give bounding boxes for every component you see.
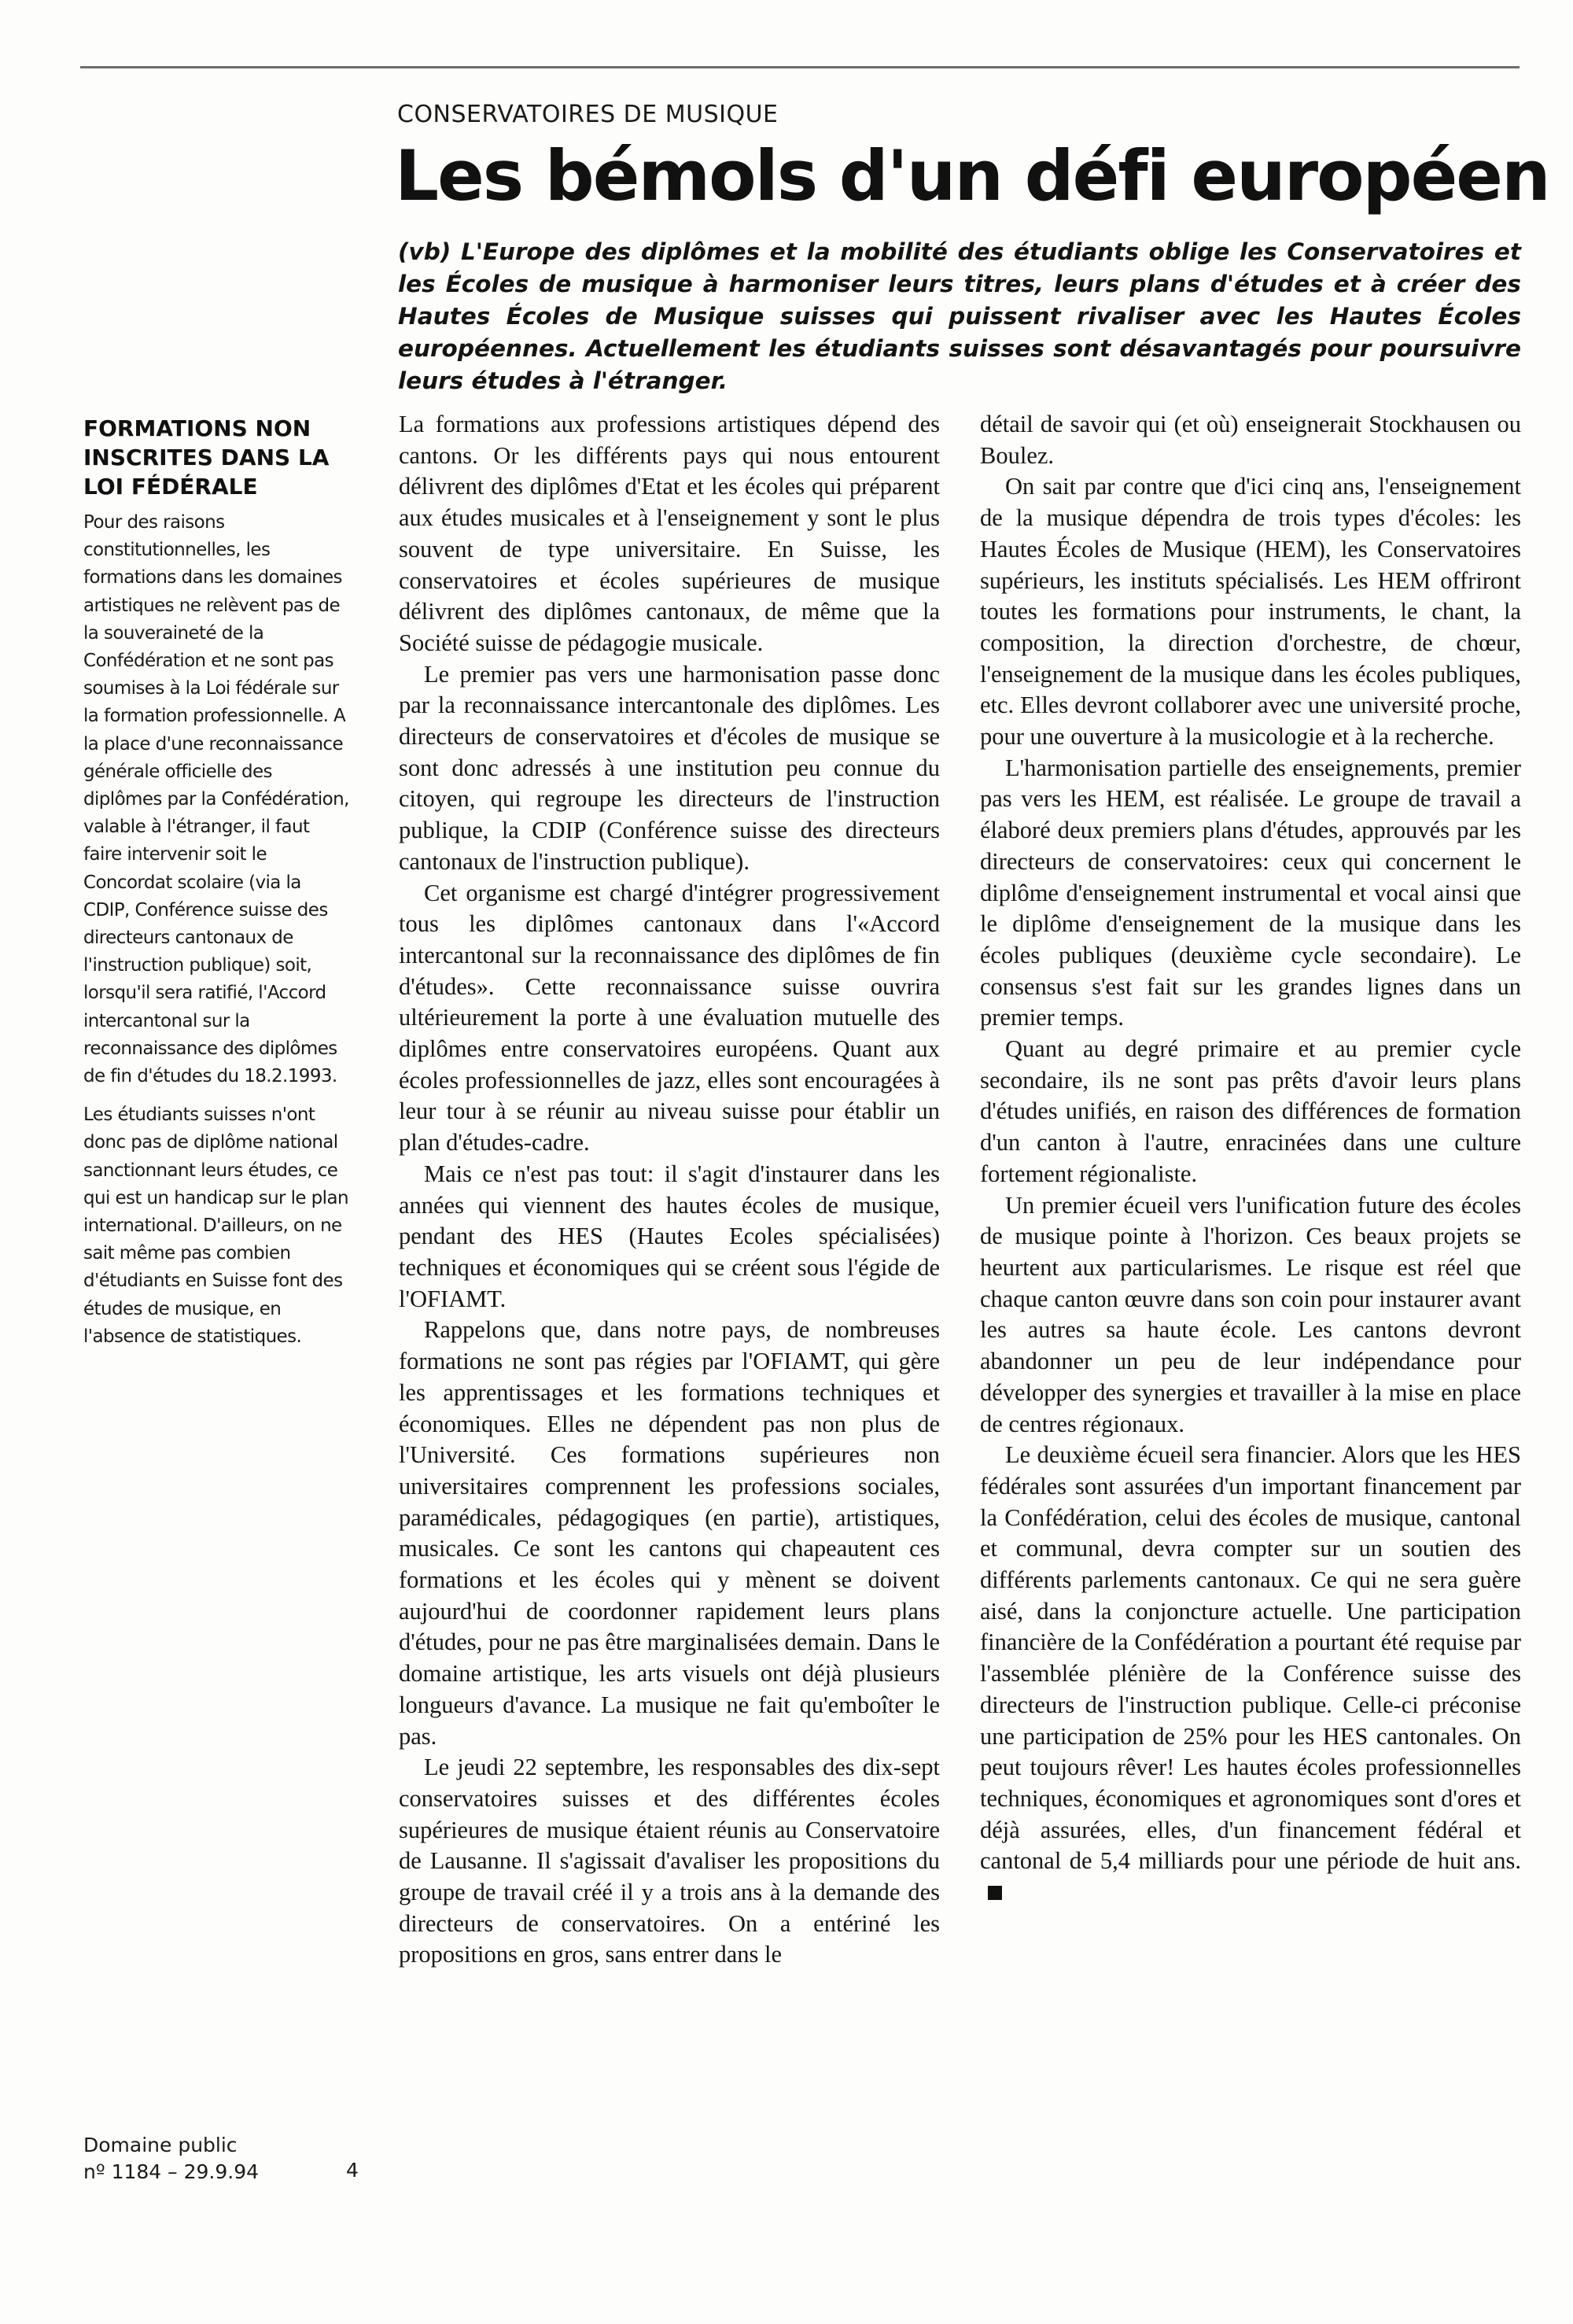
article-column-right bbox=[980, 409, 1521, 1909]
article-lead: (vb) L'Europe des diplômes et la mobilité des étudiants oblige les Conservatoires et les Écoles de musique à harmoniser leurs titres, leurs plans d'études et à créer des Hautes Écoles de Musique suisses qui puissent rivaliser avec les Hautes Écoles européennes. Actuellement les étudiants suisses sont désavantagés pour poursuivre leurs études à l'étranger. bbox=[398, 238, 1521, 394]
section-kicker: CONSERVATOIRES DE MUSIQUE bbox=[397, 101, 779, 128]
footer-publication bbox=[83, 2132, 259, 2186]
sidebar-paragraph: Les étudiants suisses n'ont donc pas de diplôme national sanctionnant leurs études, ce qui est un handicap sur le plan international. D'ailleurs, on ne sait même pas combien d'étudiants en Suisse font des études de musique, en l'absence de statistiques. bbox=[83, 1105, 348, 1347]
body-paragraph: On sait par contre que d'ici cinq ans, l'enseignement de la musique dépendra de trois types d'écoles: les Hautes Écoles de Musique (HEM), les Conservatoires supérieurs, les instituts spécialisés. Les HEM offriront toutes les formations pour instruments, le chant, la composition, la direction d'orchestre, de chœur, l'enseignement de la musique dans les écoles publiques, etc. Elles devront collaborer avec une université proche, pour une ouverture à la musicologie et à la recherche. bbox=[980, 473, 1521, 751]
sidebar-heading: FORMATIONS NON INSCRITES DANS LA LOI FÉDÉRALE bbox=[83, 415, 330, 500]
final-paragraph-text: Le deuxième écueil sera financier. Alors que les HES fédérales sont assurées d'un important financement par la Confédération, celui des écoles de musique, cantonal et communal, devra compter sur un soutien des différents parlements cantonaux. Ce qui ne sera guère aisé, dans la conjoncture actuelle. Une participation financière de la Confédération a pourtant été requise par l'assemblée plénière de la Conférence suisse des directeurs de l'instruction publique. Celle-ci préconise une participation de 25% pour les HES cantonales. On peut toujours rêver! Les hautes écoles professionnelles techniques, économiques et agronomiques sont d'ores et déjà assurées, elles, d'un financement fédéral et cantonal de 5,4 milliards pour une période de huit ans. bbox=[980, 1441, 1521, 1875]
body-paragraph: La formations aux professions artistiques dépend des cantons. Or les différents pays qui nous entourent délivrent des diplômes d'Etat et les écoles qui préparent aux études musicales et à l'enseignement y sont le plus souvent de type universitaire. En Suisse, les conservatoires et écoles supérieures de musique délivrent des diplômes cantonaux, de même que la Société suisse de pédagogie musicale. bbox=[399, 411, 940, 656]
article-title: Les bémols d'un défi européen bbox=[395, 135, 1549, 216]
body-paragraph: Le premier pas vers une harmonisation passe donc par la reconnaissance intercantonale des diplômes. Les directeurs de conservatoires et d'écoles de musique se sont donc adressés à une institution peu connue du citoyen, qui regroupe les directeurs de l'instruction publique, la CDIP (Conférence suisse des directeurs cantonaux de l'instruction publique). bbox=[399, 660, 940, 875]
sidebar-box bbox=[83, 414, 349, 1362]
body-paragraph: Cet organisme est chargé d'intégrer progressivement tous les diplômes cantonaux dans l'«Accord intercantonal sur la reconnaissance des diplômes de fin d'études». Cette reconnaissance suisse ouvrira ultérieurement la porte à une évaluation mutuelle des diplômes entre conservatoires européens. Quant aux écoles professionnelles de jazz, elles sont encouragées à leur tour à se réunir au niveau suisse pour établir un plan d'études-cadre. bbox=[399, 879, 940, 1156]
article-column-left bbox=[399, 409, 940, 1971]
body-paragraph: L'harmonisation partielle des enseignements, premier pas vers les HEM, est réalisée. Le groupe de travail a élaboré deux premiers plans d'études, approuvés par les directeurs de conservatoires: ceux qui concernent le diplôme d'enseignement instrumental et vocal ainsi que le diplôme d'enseignement de la musique dans les écoles publiques (deuxième cycle secondaire). Le consensus s'est fait sur les grandes lignes dans un premier temps. bbox=[980, 754, 1521, 1031]
end-of-article-square-icon bbox=[988, 1886, 1002, 1900]
body-paragraph-final bbox=[980, 1440, 1521, 1909]
top-rule bbox=[80, 66, 1520, 68]
body-paragraph: Le jeudi 22 septembre, les responsables des dix-sept conservatoires suisses et des différentes écoles supérieures de musique étaient réunis au Conservatoire de Lausanne. Il s'agissait d'avaliser les propositions du groupe de travail créé il y a trois ans à la demande des directeurs de conservatoires. On a entériné les propositions en gros, sans entrer dans le bbox=[399, 1754, 940, 1968]
body-paragraph: Rappelons que, dans notre pays, de nombreuses formations ne sont pas régies par l'OFIAMT, qui gère les apprentissages et les formations techniques et économiques. Elles ne dépendent pas non plus de l'Université. Ces formations supérieures non universitaires comprennent les professions sociales, paramédicales, pédagogiques (en partie), artistiques, musicales. Ce sont les cantons qui chapeautent ces formations et les écoles qui y mènent se doivent aujourd'hui de coordonner rapidement leurs plans d'études, pour ne pas être marginalisées demain. Dans le domaine artistique, les arts visuels ont déjà plusieurs longueurs d'avance. La musique ne fait qu'emboîter le pas. bbox=[399, 1316, 940, 1750]
body-paragraph-continuation: détail de savoir qui (et où) enseignerait Stockhausen ou Boulez. bbox=[980, 411, 1521, 469]
body-paragraph: Mais ce n'est pas tout: il s'agit d'instaurer dans les années qui viennent des hautes écoles de musique, pendant des HES (Hautes Ecoles spécialisées) techniques et économiques qui se créent sous l'égide de l'OFIAMT. bbox=[399, 1160, 940, 1312]
publication-name: Domaine public bbox=[83, 2134, 238, 2156]
page-number: 4 bbox=[346, 2159, 359, 2182]
issue-number: nº 1184 – 29.9.94 bbox=[83, 2160, 260, 2183]
body-paragraph: Un premier écueil vers l'unification future des écoles de musique pointe à l'horizon. Ces beaux projets se heurtent aux particularismes. Le risque est réel que chaque canton œuvre dans son coin pour instaurer avant les autres sa haute école. Les cantons devront abandonner un peu de leur indépendance pour développer des synergies et travailler à la mise en place de centres régionaux. bbox=[980, 1191, 1521, 1437]
body-paragraph: Quant au degré primaire et au premier cycle secondaire, ils ne sont pas prêts d'avoir leurs plans d'études unifiés, en raison des différences de formation d'un canton à l'autre, enracinées dans une culture fortement régionaliste. bbox=[980, 1035, 1521, 1187]
sidebar-paragraph: Pour des raisons constitutionnelles, les formations dans les domaines artistiques ne relèvent pas de la souveraineté de la Confédération et ne sont pas soumises à la Loi fédérale sur la formation professionnelle. A la place d'une reconnaissance générale officielle des diplômes par la Confédération, valable à l'étranger, il faut faire intervenir soit le Concordat scolaire (via la CDIP, Conférence suisse des directeurs cantonaux de l'instruction publique) soit, lorsqu'il sera ratifié, l'Accord intercantonal sur la reconnaissance des diplômes de fin d'études du 18.2.1993. bbox=[83, 512, 349, 1087]
